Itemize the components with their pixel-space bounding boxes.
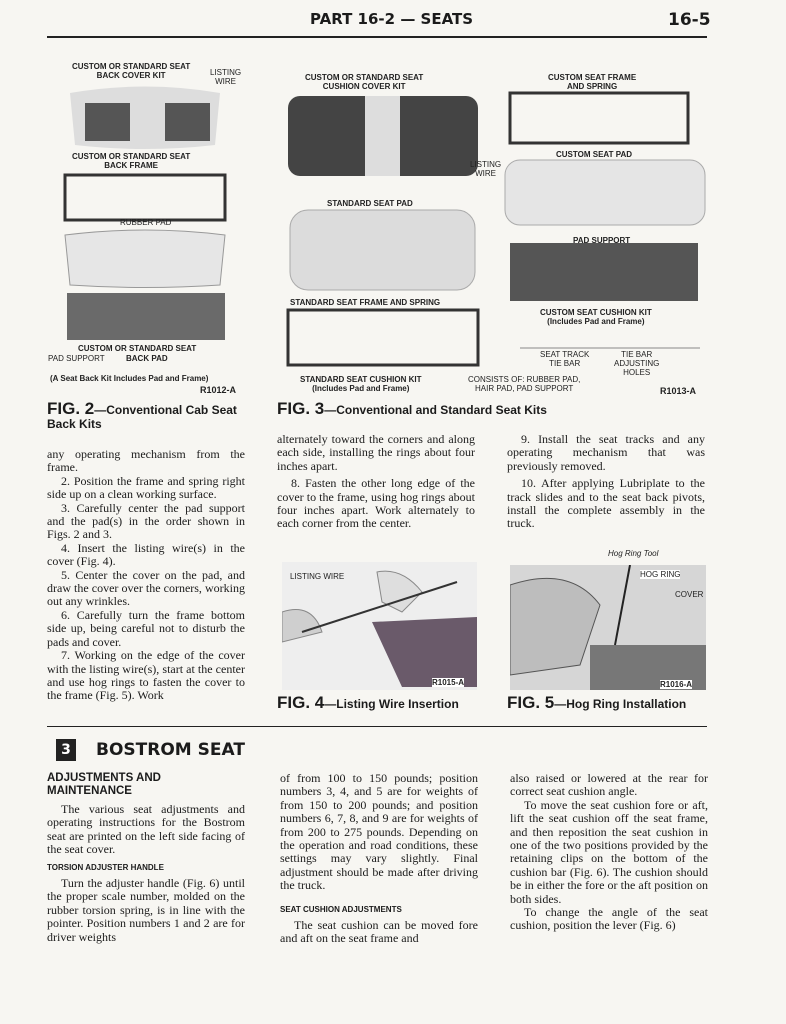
label-pad-support: PAD SUPPORT <box>48 354 105 363</box>
label-listing-wire-2: LISTING WIRE <box>470 160 502 178</box>
label-listing-wire: LISTING WIRE <box>210 68 242 86</box>
column-3-text: 9. Install the seat tracks and any operating mechanism that was previously removed. 10. After applying Lubriplate to the track slides and to the seat back pivots, install the complete assembly in the truck. <box>507 432 705 531</box>
label-custom-frame-spring: CUSTOM SEAT FRAME AND SPRING <box>548 73 637 91</box>
page-number: 16-5 <box>668 10 711 30</box>
fig4-code: R1015-A <box>432 678 465 687</box>
fig5-caption: FIG. 5—Hog Ring Installation <box>507 693 687 712</box>
seat-back-kit-illustration <box>55 75 235 340</box>
fig3-code: R1013-A <box>660 386 697 396</box>
label-back-pad: BACK PAD <box>126 354 168 363</box>
label-cover: COVER <box>675 590 704 599</box>
fig5-code: R1016-A <box>660 680 693 689</box>
label-pad-support-2: PAD SUPPORT <box>573 236 631 245</box>
label-custom-cushion-kit: CUSTOM SEAT CUSHION KIT (Includes Pad and Frame) <box>540 308 652 326</box>
heading-seat-cushion: SEAT CUSHION ADJUSTMENTS <box>280 904 402 914</box>
header-rule <box>47 36 707 38</box>
label-rubber-pad: RUBBER PAD <box>120 218 172 227</box>
fig2-caption: FIG. 2—Conventional Cab Seat Back Kits <box>47 399 237 431</box>
section-number-badge: 3 <box>56 739 76 761</box>
label-standard-frame-spring: STANDARD SEAT FRAME AND SPRING <box>290 298 441 307</box>
fig2-code: R1012-A <box>200 385 237 395</box>
bottom-column-1: The various seat adjustments and operating instructions for the Bostrom seat are printed on the left side facing of the seat cover. TORSION ADJUSTER HANDLE Turn the adjuster handle (Fig. 6) until the proper scale number, molded on the rubber torsion spring, is in line with the pointer. Position numbers 1 and 2 are for driver weights <box>47 802 245 944</box>
seat-cushion-kit-illustration <box>280 88 710 370</box>
label-hog-ring-tool: Hog Ring Tool <box>608 549 659 558</box>
label-standard-seat-pad: STANDARD SEAT PAD <box>327 199 413 208</box>
listing-wire-insertion-photo <box>282 562 477 690</box>
label-back-frame: CUSTOM OR STANDARD SEAT BACK FRAME <box>72 152 191 170</box>
label-seat-track-tie-bar: SEAT TRACK TIE BAR <box>540 350 590 368</box>
section-title: BOSTROM SEAT <box>96 740 245 760</box>
label-back-cover-kit: CUSTOM OR STANDARD SEAT BACK COVER KIT <box>72 62 191 80</box>
label-listing-wire-3: LISTING WIRE <box>290 572 345 581</box>
label-standard-cushion-kit: STANDARD SEAT CUSHION KIT (Includes Pad and Frame) <box>300 375 422 393</box>
fig2-note: (A Seat Back Kit Includes Pad and Frame) <box>50 374 209 383</box>
label-cushion-cover-kit: CUSTOM OR STANDARD SEAT CUSHION COVER KIT <box>305 73 424 91</box>
label-seat: CUSTOM OR STANDARD SEAT <box>78 344 197 353</box>
section-rule <box>47 726 707 727</box>
bottom-column-2: of from 100 to 150 pounds; position numbers 3, 4, and 5 are for weights of from 150 to 200 pounds; and position numbers 6, 7, 8, and 9 are for weights of from 200 to 275 pounds. Depending on the operation and road conditions, these settings may vary slightly. Final adjustment should be made after driving the truck. SEAT CUSHION ADJUSTMENTS The seat cushion can be moved fore and aft on the seat frame and <box>280 771 478 946</box>
label-tie-bar-holes: TIE BAR ADJUSTING HOLES <box>614 350 660 377</box>
heading-adjustments: ADJUSTMENTS AND MAINTENANCE <box>47 772 161 797</box>
column-1-text: any operating mechanism from the frame. 2. Position the frame and spring right side up on a clean working surface. 3. Carefully center the pad support and the pad(s) in the order shown in Figs. 2 and 3. 4. Insert the listing wire(s) in the cover (Fig. 4). 5. Center the cover on the pad, and draw the cover over the corners, working out any wrinkles. 6. Carefully turn the frame bottom side up, being careful not to disturb the pads and cover. 7. Working on the edge of the cover with the listing wire(s), start at the center and use hog rings to fasten the cover to the frame (Fig. 5). Work <box>47 447 245 703</box>
hog-ring-installation-photo <box>510 565 706 690</box>
fig3-caption: FIG. 3—Conventional and Standard Seat Kits <box>277 399 547 418</box>
column-2-text: alternately toward the corners and along each side, installing the rings about four inches apart. 8. Fasten the other long edge of the cover to the frame, using hog rings about four inches apart. Work alternately to each corner from the center. <box>277 432 475 531</box>
fig4-caption: FIG. 4—Listing Wire Insertion <box>277 693 459 712</box>
heading-torsion-adjuster: TORSION ADJUSTER HANDLE <box>47 862 164 872</box>
label-consists-of: CONSISTS OF: RUBBER PAD, HAIR PAD, PAD SUPPORT <box>468 375 581 393</box>
label-hog-ring: HOG RING <box>640 570 681 579</box>
label-custom-seat-pad: CUSTOM SEAT PAD <box>556 150 633 159</box>
page-header-title: PART 16-2 — SEATS <box>310 10 474 28</box>
bottom-column-3: also raised or lowered at the rear for correct seat cushion angle. To move the seat cushion fore or aft, lift the seat cushion off the seat frame, and then reposition the seat cushion in one of the two positions provided by the retaining clips on the bottom of the cushion bar (Fig. 6). The cushion should be in either the fore or the aft position on both sides. To change the angle of the seat cushion, position the lever (Fig. 6) <box>510 771 708 933</box>
